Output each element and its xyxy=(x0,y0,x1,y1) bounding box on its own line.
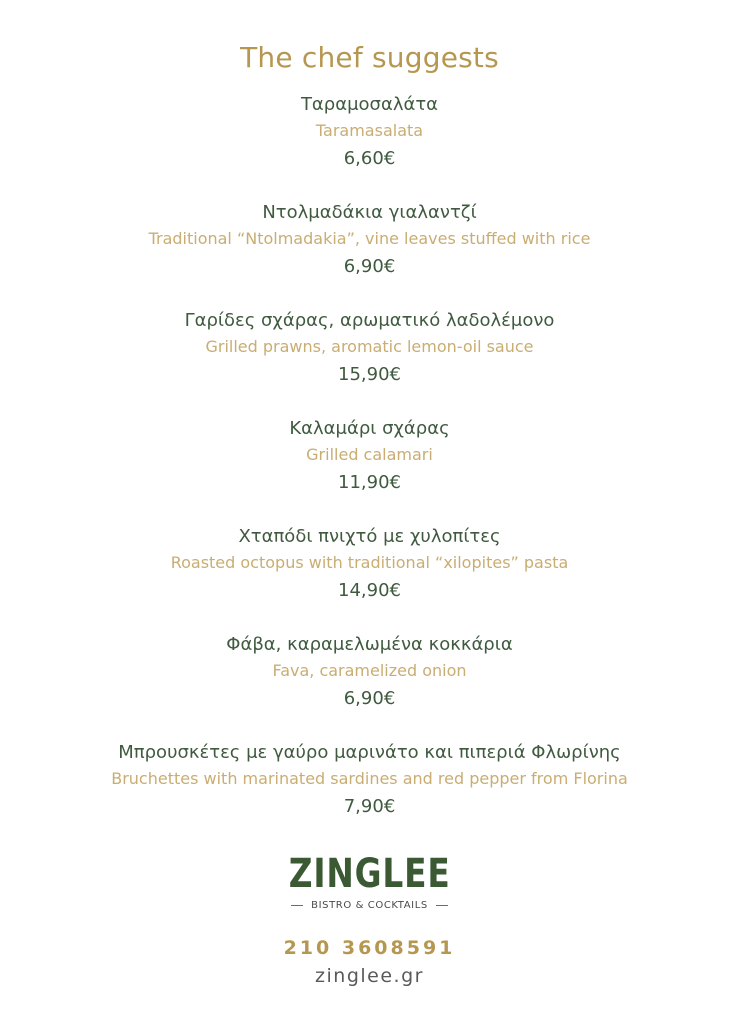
menu-item xyxy=(0,200,739,308)
tagline-divider-right xyxy=(436,905,448,906)
dish-name-english: Fava, caramelized onion xyxy=(272,661,467,680)
dish-name-english: Roasted octopus with traditional “xilopites” pasta xyxy=(170,553,569,572)
website-link[interactable]: zinglee.gr xyxy=(315,965,424,987)
dish-name-english: Traditional “Ntolmadakia”, vine leaves stuffed with rice xyxy=(148,229,591,248)
menu-item xyxy=(0,308,739,416)
page-title: The chef suggests xyxy=(240,41,499,74)
dish-name-english: Grilled calamari xyxy=(306,445,433,464)
logo-tagline: BISTRO & COCKTAILS xyxy=(311,900,428,911)
tagline-divider-left xyxy=(291,905,303,906)
logo-wordmark: ZINGLEE xyxy=(288,851,451,897)
dish-price: 14,90€ xyxy=(338,580,401,601)
dish-price: 6,90€ xyxy=(343,256,396,277)
dish-name-english: Bruchettes with marinated sardines and red pepper from Florina xyxy=(111,769,628,788)
dish-price: 7,90€ xyxy=(343,796,396,817)
phone-number[interactable]: 210 3608591 xyxy=(283,937,456,959)
menu-list xyxy=(0,92,739,848)
dish-price: 6,90€ xyxy=(343,688,396,709)
dish-name-english: Grilled prawns, aromatic lemon-oil sauce xyxy=(205,337,534,356)
dish-name-greek: Φάβα, καραμελωμένα κοκκάρια xyxy=(226,634,513,655)
menu-item xyxy=(0,740,739,848)
dish-price: 6,60€ xyxy=(343,148,396,169)
menu-item xyxy=(0,632,739,740)
dish-name-greek: Ντολμαδάκια γιαλαντζί xyxy=(262,202,477,223)
menu-item xyxy=(0,524,739,632)
dish-price: 15,90€ xyxy=(338,364,401,385)
menu-item xyxy=(0,92,739,200)
dish-name-greek: Χταπόδι πνιχτό με χυλοπίτες xyxy=(238,526,501,547)
dish-name-english: Taramasalata xyxy=(315,121,424,140)
dish-name-greek: Γαρίδες σχάρας, αρωματικό λαδολέμονο xyxy=(184,310,555,331)
menu-item xyxy=(0,416,739,524)
dish-name-greek: Μπρουσκέτες με γαύρο μαρινάτο και πιπεριά Φλωρίνης xyxy=(118,742,621,763)
dish-name-greek: Ταραμοσαλάτα xyxy=(300,94,439,115)
dish-price: 11,90€ xyxy=(338,472,401,493)
logo-tagline-row xyxy=(0,900,739,911)
brand-logo xyxy=(0,848,739,911)
dish-name-greek: Καλαμάρι σχάρας xyxy=(289,418,450,439)
